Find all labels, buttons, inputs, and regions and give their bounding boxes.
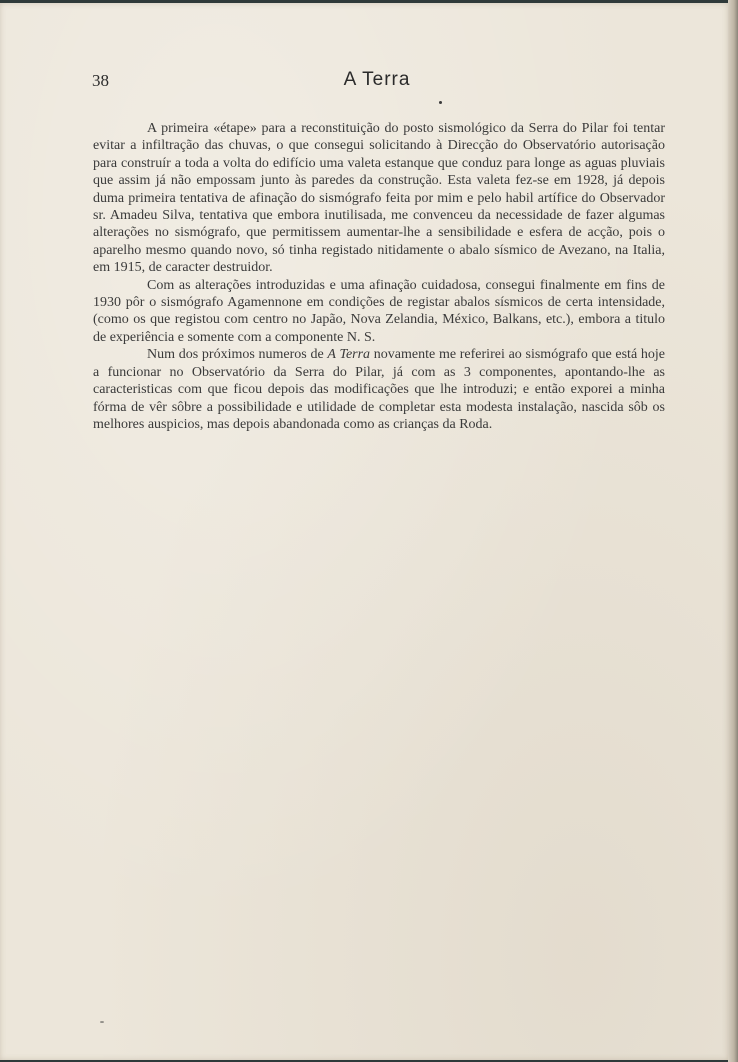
book-page [0, 3, 728, 1060]
paragraph-text: novamente me referirei ao sismógrafo que está hoje a funcionar no Observatório da Serra do Pilar, já com as 3 componentes, apontando-lhe as caracteristicas com que ficou depois das modificações que lhe introduzi; e então exporei a minha fórma de vêr sôbre a possibilidade e utilidade de completar esta modesta instalação, nascida sôb os melhores auspicios, mas depois abandonada como as crianças da Roda. [93, 347, 665, 432]
paper-speck [439, 101, 442, 104]
page-header [92, 69, 662, 97]
paragraph: Com as alterações introduzidas e uma afinação cuidadosa, consegui finalmente em fins de 1930 pôr o sismógrafo Agamennone em condições de registar abalos sísmicos de certa intensidade, (como os que registou com centro no Japão, Nova Zelandia, México, Balkans, etc.), embora a titulo de experiência e somente com a componente N. S. [93, 277, 665, 345]
paragraph-text: Num dos próximos numeros de [147, 347, 328, 363]
paragraph [93, 346, 665, 433]
page-number: 38 [92, 71, 109, 90]
page-edge [728, 0, 738, 1062]
article-body [93, 120, 665, 433]
journal-title-italic: A Terra [327, 347, 371, 363]
running-title: A Terra [343, 69, 411, 90]
paper-speck [100, 1021, 104, 1023]
paragraph: A primeira «étape» para a reconstituição do posto sismológico da Serra do Pilar foi tentar evitar a infiltração das chuvas, o que consegui solicitando à Direcção do Observatório autorisação para construír a toda a volta do edifício uma valeta estanque que conduz para longe as aguas pluviais que assim já não empossam junto às paredes da construção. Esta valeta fez-se em 1928, já depois duma primeira tentativa de afinação do sismógrafo feita por mim e pelo habil artífice do Observador sr. Amadeu Silva, tentativa que embora inutilisada, me convenceu da necessidade de fazer algumas alterações no sismógrafo, que permitissem aumentar-lhe a sensibilidade e esfera de acção, pois o aparelho mesmo quando novo, só tinha registado nitidamente o abalo sísmico de Avezano, na Italia, em 1915, de caracter destruidor. [93, 121, 665, 276]
